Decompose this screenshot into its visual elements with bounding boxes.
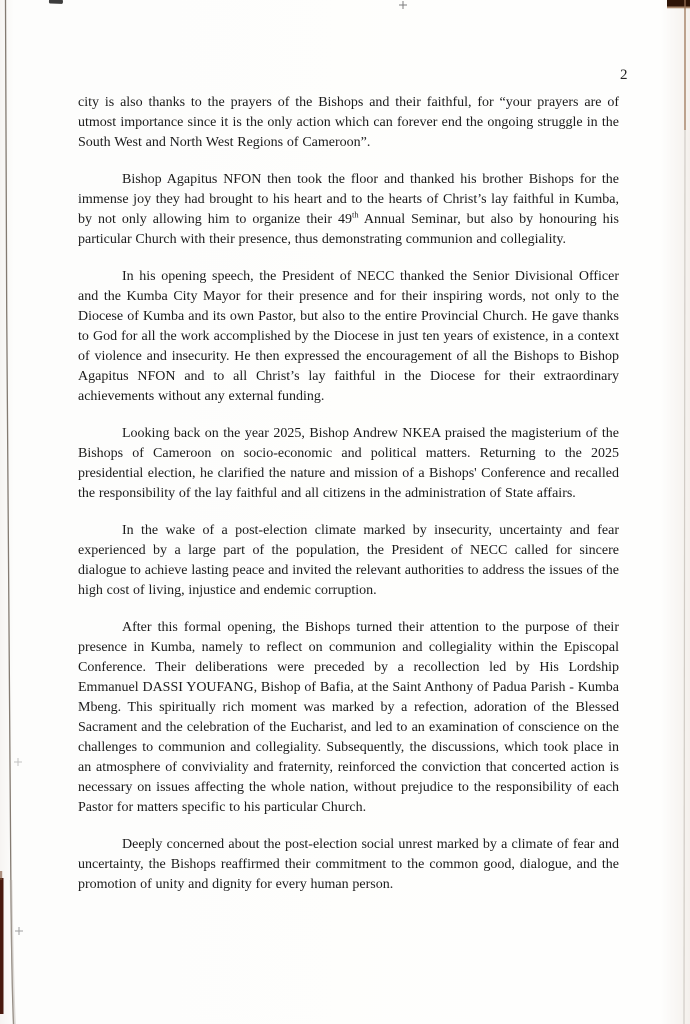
top-left-scan-mark bbox=[49, 0, 63, 4]
paragraph-year-2025: Looking back on the year 2025, Bishop Andrew NKEA praised the magisterium of the Bishops of Cameroon on socio-economic and political matters. Returning to the 2025 presidential election, he clarified the nature and mission of a Bishops' Conference and recalled the responsibility of the lay faithful and all citizens in the administration of State affairs. bbox=[78, 426, 619, 501]
registration-cross-top-icon bbox=[399, 1, 407, 9]
paragraph-bishop-nfon bbox=[78, 170, 619, 250]
top-right-corner-mark bbox=[667, 0, 690, 7]
left-page-edge-shadow bbox=[11, 880, 15, 1024]
paragraph-deeply-concerned: Deeply concerned about the post-election social unrest marked by a climate of fear and uncertainty, the Bishops reaffirmed their commitment to the common good, dialogue, and the promotion of unity and dignity for every human person. bbox=[78, 837, 619, 892]
left-page-edge-line bbox=[6, 0, 14, 1024]
paragraph-continuation: city is also thanks to the prayers of the Bishops and their faithful, for “your prayers are of utmost importance since it is the only action which can forever end the ongoing struggle in the South West and North West Regions of Cameroon”. bbox=[78, 95, 619, 150]
document-body bbox=[78, 93, 619, 912]
paragraph-text: Bishop Agapitus NFON then took the floor and thanked his brother Bishops for the immense joy they had brought to his heart and to the hearts of Christ’s lay faithful in Kumba, by not only allowing him to organize their 49 bbox=[78, 172, 619, 227]
paragraph-formal-opening: After this formal opening, the Bishops turned their attention to the purpose of their presence in Kumba, namely to reflect on communion and collegiality within the Episcopal Conference. Their deliberations were preceded by a recollection led by His Lordship Emmanuel DASSI YOUFANG, Bishop of Bafia, at the Saint Anthony of Padua Parish - Kumba Mbeng. This spiritually rich moment was marked by a refection, adoration of the Blessed Sacrament and the celebration of the Eucharist, and led to an examination of conscience on the challenges to communion and collegiality. Subsequently, the discussions, which took place in an atmosphere of conviviality and fraternity, reinforced the conviction that concerted action is necessary on issues affecting the whole nation, without prejudice to the responsibility of each Pastor for matters specific to his particular Church. bbox=[78, 620, 619, 815]
left-scan-band-fade bbox=[0, 871, 2, 880]
registration-cross-mid-icon bbox=[14, 758, 22, 766]
ordinal-superscript: th bbox=[352, 209, 359, 220]
left-scan-band bbox=[0, 878, 4, 1014]
top-right-corner-fringe bbox=[667, 7, 690, 9]
paragraph-text: Annual Seminar, but also by honouring his particular Church with their presence, thus demonstrating communion and collegiality. bbox=[78, 212, 620, 247]
paragraph-post-election-climate: In the wake of a post-election climate marked by insecurity, uncertainty and fear experienced by a large part of the population, the President of NECC called for sincere dialogue to achieve lasting peace and invited the relevant authorities to address the issues of the high cost of living, injustice and endemic corruption. bbox=[78, 523, 619, 598]
page-number: 2 bbox=[620, 67, 628, 83]
registration-cross-lower-icon bbox=[15, 927, 23, 935]
right-page-edge-line bbox=[684, 130, 685, 1024]
paragraph-opening-speech: In his opening speech, the President of NECC thanked the Senior Divisional Officer and the Kumba City Mayor for their presence and for their inspiring words, not only to the Diocese of Kumba and its own Pastor, but also to the entire Provincial Church. He gave thanks to God for all the work accomplished by the Diocese in just ten years of existence, in a context of violence and insecurity. He then expressed the encouragement of all the Bishops to Bishop Agapitus NFON and to all Christ’s lay faithful in the Diocese for their extraordinary achievements without any external funding. bbox=[78, 269, 619, 404]
